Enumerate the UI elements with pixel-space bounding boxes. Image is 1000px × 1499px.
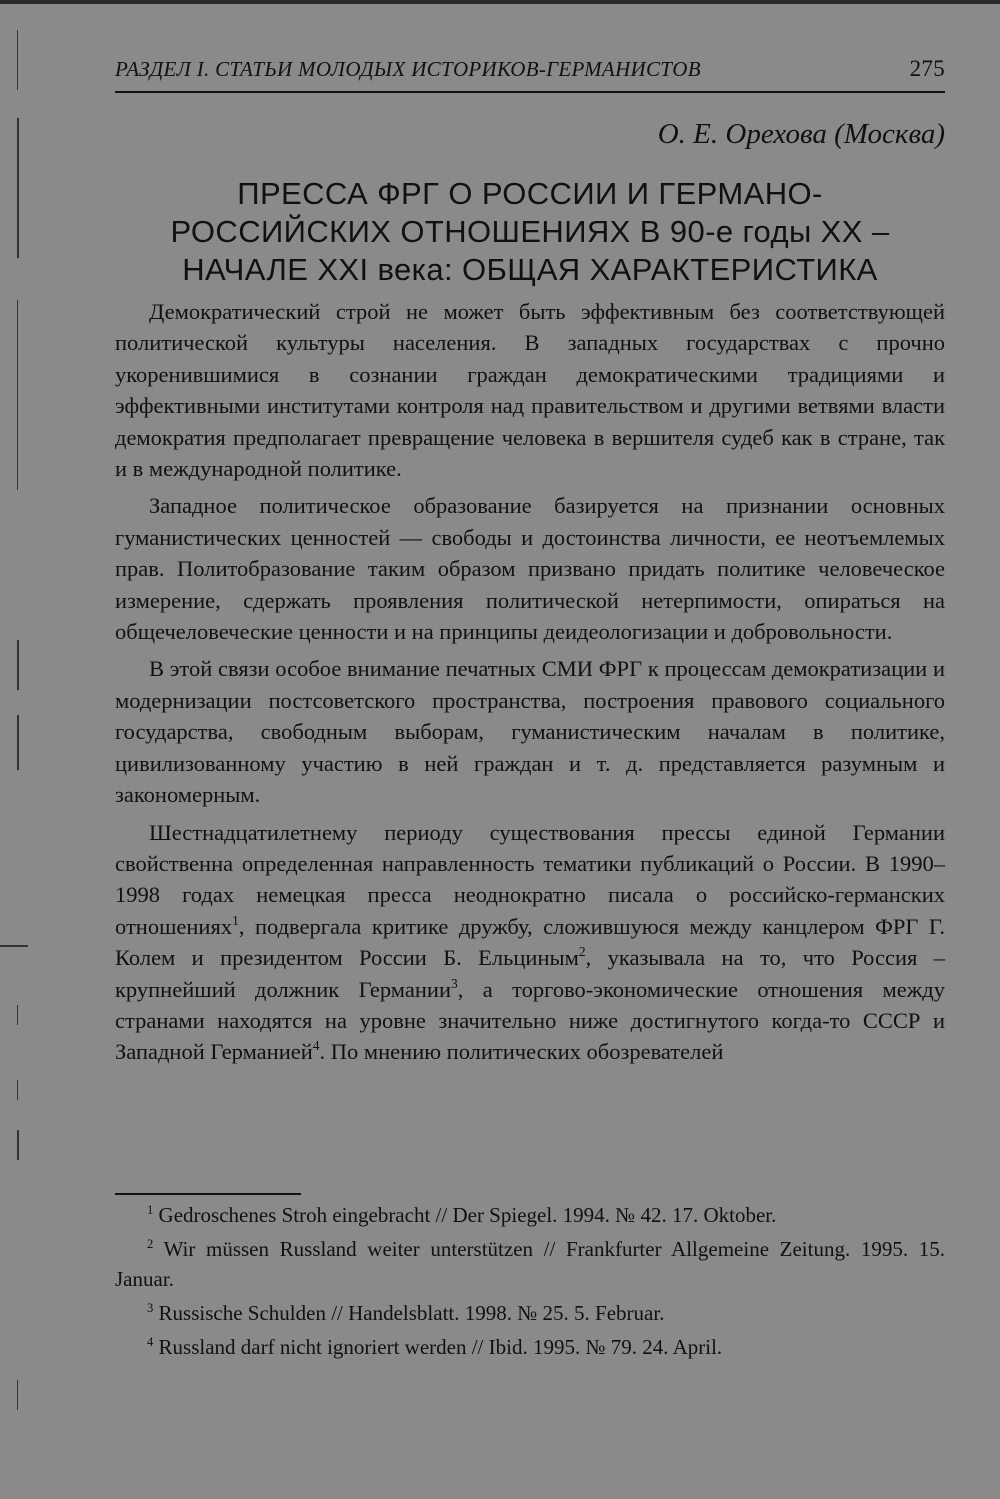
- text-run: , указывала на то, что Россия – крупнейший должник Германии: [115, 945, 945, 1002]
- footnote: [115, 1332, 945, 1362]
- body-paragraph: В этой связи особое внимание печатных СМИ ФРГ к процессам демократизации и модернизации постсоветского пространства, построения правового социального государства, свободным выборам, гуманистическим началам в политике, цивилизованному участию в ней граждан и т. д. представляется разумным и закономерным.: [115, 656, 945, 808]
- article-title: [115, 175, 945, 289]
- running-title: РАЗДЕЛ I. СТАТЬИ МОЛОДЫХ ИСТОРИКОВ-ГЕРМАНИСТОВ: [115, 57, 701, 81]
- scan-binding-edge: [17, 118, 19, 258]
- footnote-text: Russische Schulden // Handelsblatt. 1998. № 25. 5. Februar.: [158, 1301, 665, 1325]
- footnote-ref: 2: [578, 944, 586, 960]
- scan-binding-edge: [17, 30, 18, 90]
- scan-binding-edge: [17, 1130, 19, 1160]
- footnote-ref: 3: [451, 975, 458, 991]
- text-run: Шестнадцатилетнему периоду существования прессы единой Германии свойственна определенная направленность тематики публикаций о России. В 1990–1998 годах немецкая пресса неоднократно писала о российско-германских отношениях: [115, 819, 945, 939]
- page-number: 275: [909, 56, 945, 81]
- footnote-text: Wir müssen Russland weiter unterstützen // Frankfurter Allgemeine Zeitung. 1995. 15. Januar.: [115, 1237, 945, 1291]
- text-run: , а торгово-экономические отношения между странами находятся на уровне значительно ниже достигнутого когда-то СССР и Западной Германией: [115, 976, 945, 1065]
- article-author: О. Е. Орехова (Москва): [657, 118, 945, 150]
- footnote-number: 2: [147, 1236, 154, 1251]
- footnote-number: 4: [147, 1334, 154, 1349]
- footnote-number: 1: [147, 1202, 154, 1217]
- footnote-text: Gedroschenes Stroh eingebracht // Der Spiegel. 1994. № 42. 17. Oktober.: [158, 1203, 777, 1227]
- footnote: [115, 1234, 945, 1294]
- body-paragraph: Западное политическое образование базируется на признании основных гуманистических ценностей — свободы и достоинства личности, ее неотъемлемых прав. Политобразование таким образом призвано придать политике человеческое измерение, сдержать проявления политической нетерпимости, опираться на общечеловеческие ценности и на принципы деидеологизации и добровольности.: [115, 493, 945, 645]
- footnote: [115, 1200, 945, 1230]
- footnote-ref: 1: [232, 912, 239, 928]
- footnote: [115, 1298, 945, 1328]
- scan-binding-edge: [17, 1005, 18, 1025]
- text-run: , подвергала критике дружбу, сложившуюся между канцлером ФРГ Г. Колем и президентом России Б. Ельциным: [115, 913, 945, 971]
- footnote-rule: [115, 1193, 301, 1195]
- scan-binding-edge: [17, 1080, 18, 1100]
- footnote-number: 3: [147, 1300, 154, 1315]
- title-line: ПРЕССА ФРГ О РОССИИ И ГЕРМАНО-: [237, 176, 823, 211]
- footnotes: [115, 1200, 945, 1366]
- scan-margin-mark: [0, 945, 28, 947]
- body-paragraph: [115, 817, 945, 1068]
- footnote-text: Russland darf nicht ignoriert werden // Ibid. 1995. № 79. 24. April.: [158, 1335, 723, 1359]
- scan-top-edge: [0, 0, 1000, 4]
- article-body: [115, 296, 945, 1074]
- scan-binding-edge: [17, 300, 18, 490]
- header-rule: [115, 91, 945, 93]
- running-head: [115, 56, 945, 82]
- scan-binding-edge: [17, 715, 19, 770]
- body-paragraph: Демократический строй не может быть эффективным без соответствующей политической культуры населения. В западных государствах с прочно укоренившимися в сознании граждан демократическими традициями и эффективными институтами контроля над правительством и другими ветвями власти демократия предполагает превращение человека в вершителя судеб как в стране, так и в международной политике.: [115, 299, 945, 482]
- title-line: НАЧАЛЕ XXI века: ОБЩАЯ ХАРАКТЕРИСТИКА: [182, 252, 878, 287]
- title-line: РОССИЙСКИХ ОТНОШЕНИЯХ В 90-е годы XX –: [170, 214, 890, 249]
- scan-binding-edge: [17, 1380, 18, 1410]
- scan-binding-edge: [17, 640, 19, 690]
- text-run: . По мнению политических обозревателей: [319, 1039, 724, 1065]
- footnote-ref: 4: [312, 1038, 320, 1054]
